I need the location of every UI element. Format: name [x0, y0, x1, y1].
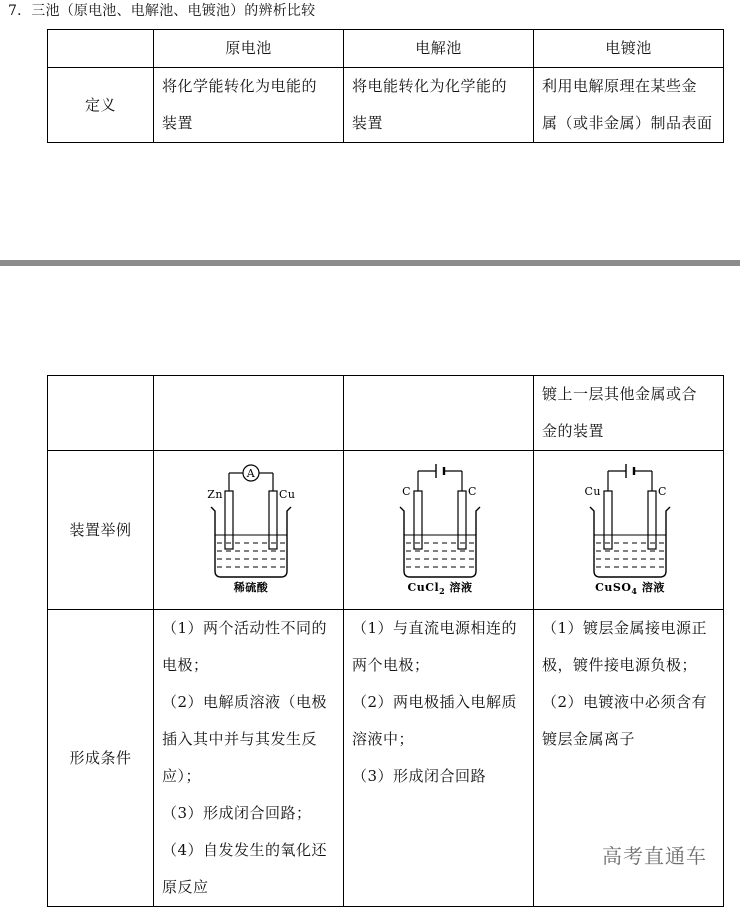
beaker	[590, 507, 670, 577]
solution-formula: CuCl	[406, 581, 439, 594]
definition-electroplating-cell-continued	[534, 376, 724, 451]
solution-label: 稀硫酸	[233, 581, 268, 594]
solution-formula: CuSO	[594, 581, 631, 594]
left-electrode-label: Zn	[206, 488, 223, 501]
col-header-electrolytic-cell: 电解池	[344, 30, 534, 68]
ammeter-label: A	[246, 467, 255, 480]
definition-electroplating-cell	[534, 68, 724, 143]
copper-electrode	[604, 491, 612, 549]
primary-cell-diagram	[155, 451, 343, 595]
left-electrode-label: C	[401, 485, 411, 498]
corner-cell	[48, 30, 154, 68]
text-line: （2）两电极插入电解质	[352, 693, 518, 711]
row-label-definition: 定义	[48, 68, 154, 143]
continued-empty-cell	[154, 376, 344, 451]
text-line: （2）电镀液中必须含有	[542, 693, 708, 711]
text-line: （3）形成闭合回路	[352, 767, 487, 785]
text-line: （4）自发发生的氧化还	[162, 841, 328, 859]
solution-label	[407, 580, 472, 595]
carbon-electrode	[458, 491, 466, 549]
text-line: 将电能转化为化学能的	[352, 77, 508, 95]
text-line: 极，镀件接电源负极；	[542, 656, 698, 674]
right-electrode-label: C	[467, 485, 477, 498]
definition-electrolytic-cell	[344, 68, 534, 143]
text-line: 利用电解原理在某些金	[542, 77, 698, 95]
text-line: 电极；	[162, 656, 209, 674]
text-line: 装置	[162, 114, 194, 132]
text-line: 镀层金属离子	[542, 730, 636, 748]
solution-subscript: 2	[438, 586, 445, 595]
copper-electrode	[269, 491, 277, 549]
beaker	[400, 507, 480, 577]
text-line: （1）与直流电源相连的	[352, 619, 518, 637]
text-line: （1）镀层金属接电源正	[542, 619, 708, 637]
text-line: 溶液中；	[352, 730, 415, 748]
text-line: （1）两个活动性不同的	[162, 619, 328, 637]
col-header-electroplating-cell: 电镀池	[534, 30, 724, 68]
solution-suffix: 溶液	[637, 581, 665, 594]
comparison-table-top	[47, 29, 724, 143]
conditions-electrolytic-cell	[344, 610, 534, 907]
watermark: 高考直通车	[602, 844, 707, 868]
text-line: 金的装置	[542, 422, 605, 440]
text-line: 两个电极；	[352, 656, 430, 674]
right-electrode-label: C	[657, 485, 667, 498]
text-line: 应）；	[162, 767, 202, 785]
continued-empty-cell	[344, 376, 534, 451]
text-line: 装置	[352, 114, 384, 132]
carbon-electrode	[414, 491, 422, 549]
text-line: 将化学能转化为电能的	[162, 77, 318, 95]
comparison-table-bottom	[47, 375, 724, 907]
carbon-electrode	[648, 491, 656, 549]
row-label-device-examples: 装置举例	[48, 451, 154, 610]
text-line: （3）形成闭合回路；	[162, 804, 312, 822]
definition-primary-cell	[154, 68, 344, 143]
text-line: 插入其中并与其发生反	[162, 730, 318, 748]
electrolytic-cell-diagram	[345, 451, 533, 595]
text-line: 属（或非金属）制品表面	[542, 114, 713, 132]
page-divider	[0, 260, 740, 266]
beaker	[211, 507, 291, 577]
electroplating-cell-diagram	[535, 451, 723, 595]
right-electrode-label: Cu	[278, 488, 296, 501]
primary-cell-diagram-cell	[154, 451, 344, 610]
solution-subscript: 4	[630, 586, 638, 595]
col-header-primary-cell: 原电池	[154, 30, 344, 68]
conditions-primary-cell	[154, 610, 344, 907]
text-line: 镀上一层其他金属或合	[542, 385, 698, 403]
text-line: 原反应	[162, 878, 209, 896]
electroplating-cell-diagram-cell	[534, 451, 724, 610]
solution-label	[595, 580, 665, 595]
continued-empty-cell	[48, 376, 154, 451]
electrolytic-cell-diagram-cell	[344, 451, 534, 610]
section-heading: 7．三池（原电池、电解池、电镀池）的辨析比较	[8, 3, 316, 19]
text-line: （2）电解质溶液（电极	[162, 693, 328, 711]
row-label-formation-conditions: 形成条件	[48, 610, 154, 907]
zinc-electrode	[225, 491, 233, 549]
left-electrode-label: Cu	[583, 485, 601, 498]
solution-suffix: 溶液	[444, 581, 473, 594]
